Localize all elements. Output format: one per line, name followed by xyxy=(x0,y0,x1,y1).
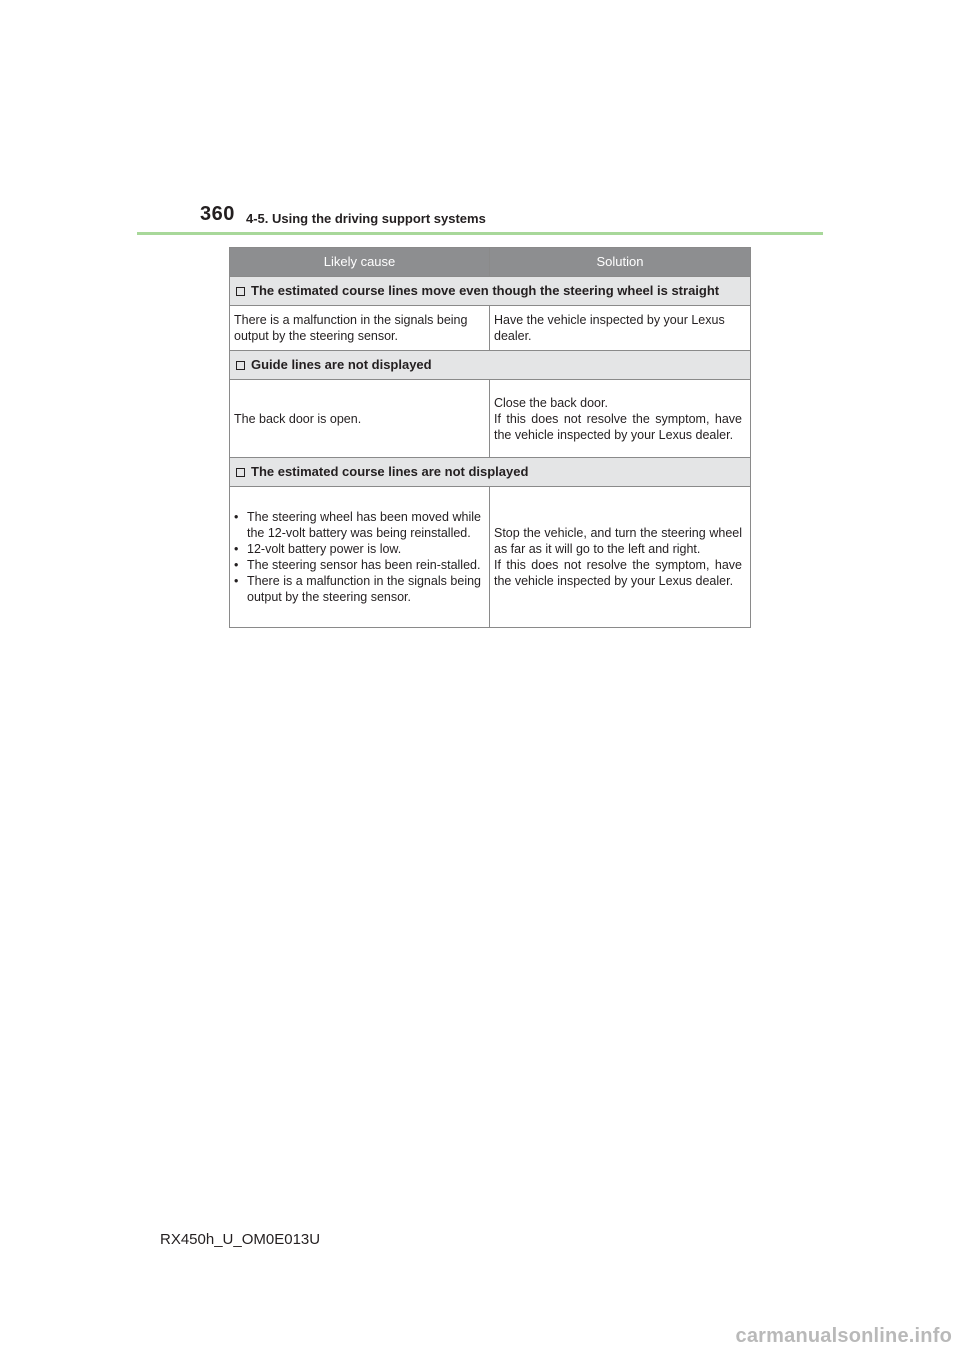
cause-text: The steering sensor has been rein-stalled. xyxy=(247,558,481,572)
checkbox-square-icon xyxy=(236,287,245,296)
table-row xyxy=(230,380,751,458)
column-header-likely-cause: Likely cause xyxy=(230,248,490,277)
watermark: carmanualsonline.info xyxy=(735,1325,952,1347)
solution-text: Stop the vehicle, and turn the steering wheel as far as it will go to the left and right. xyxy=(494,526,742,556)
table-header-row xyxy=(230,248,751,277)
table-row xyxy=(230,487,751,628)
bullet-glyph: • xyxy=(234,558,239,572)
solution-cell xyxy=(490,487,751,628)
solution-text: If this does not resolve the symptom, have the vehicle inspected by your Lexus dealer. xyxy=(494,411,742,442)
group-title: The estimated course lines are not displayed xyxy=(251,464,529,479)
list-item xyxy=(234,541,481,557)
bullet-glyph: • xyxy=(234,510,239,524)
cause-cell xyxy=(230,487,490,628)
cause-text: The steering wheel has been moved while the 12-volt battery was being reinstalled. xyxy=(247,510,481,540)
list-item xyxy=(234,557,481,573)
group-row xyxy=(230,277,751,306)
cause-text: There is a malfunction in the signals being output by the steering sensor. xyxy=(247,574,481,604)
column-header-solution: Solution xyxy=(490,248,751,277)
group-title: Guide lines are not displayed xyxy=(251,357,432,372)
solution-text: Have the vehicle inspected by your Lexus dealer. xyxy=(494,313,725,343)
troubleshooting-table xyxy=(229,247,751,628)
checkbox-square-icon xyxy=(236,361,245,370)
solution-cell xyxy=(490,380,751,458)
checkbox-square-icon xyxy=(236,468,245,477)
list-item xyxy=(234,509,481,541)
group-row xyxy=(230,351,751,380)
bullet-glyph: • xyxy=(234,574,239,588)
cause-text: There is a malfunction in the signals being output by the steering sensor. xyxy=(234,313,468,343)
header-rule xyxy=(137,232,823,235)
cause-cell xyxy=(230,380,490,458)
table-row xyxy=(230,306,751,351)
cause-text: 12-volt battery power is low. xyxy=(247,542,402,556)
bullet-glyph: • xyxy=(234,542,239,556)
cause-list xyxy=(234,509,481,605)
group-heading xyxy=(230,458,751,487)
cause-cell xyxy=(230,306,490,351)
solution-text: If this does not resolve the symptom, have the vehicle inspected by your Lexus dealer. xyxy=(494,558,742,588)
group-row xyxy=(230,458,751,487)
solution-text: Close the back door. xyxy=(494,395,608,410)
footer-doc-code: RX450h_U_OM0E013U xyxy=(160,1231,321,1248)
list-item xyxy=(234,573,481,605)
group-heading xyxy=(230,351,751,380)
group-title: The estimated course lines move even though the steering wheel is straight xyxy=(251,283,720,298)
page-number: 360 xyxy=(200,203,235,225)
group-heading xyxy=(230,277,751,306)
cause-text: The back door is open. xyxy=(234,411,362,426)
solution-cell xyxy=(490,306,751,351)
section-title: 4-5. Using the driving support systems xyxy=(246,211,486,226)
